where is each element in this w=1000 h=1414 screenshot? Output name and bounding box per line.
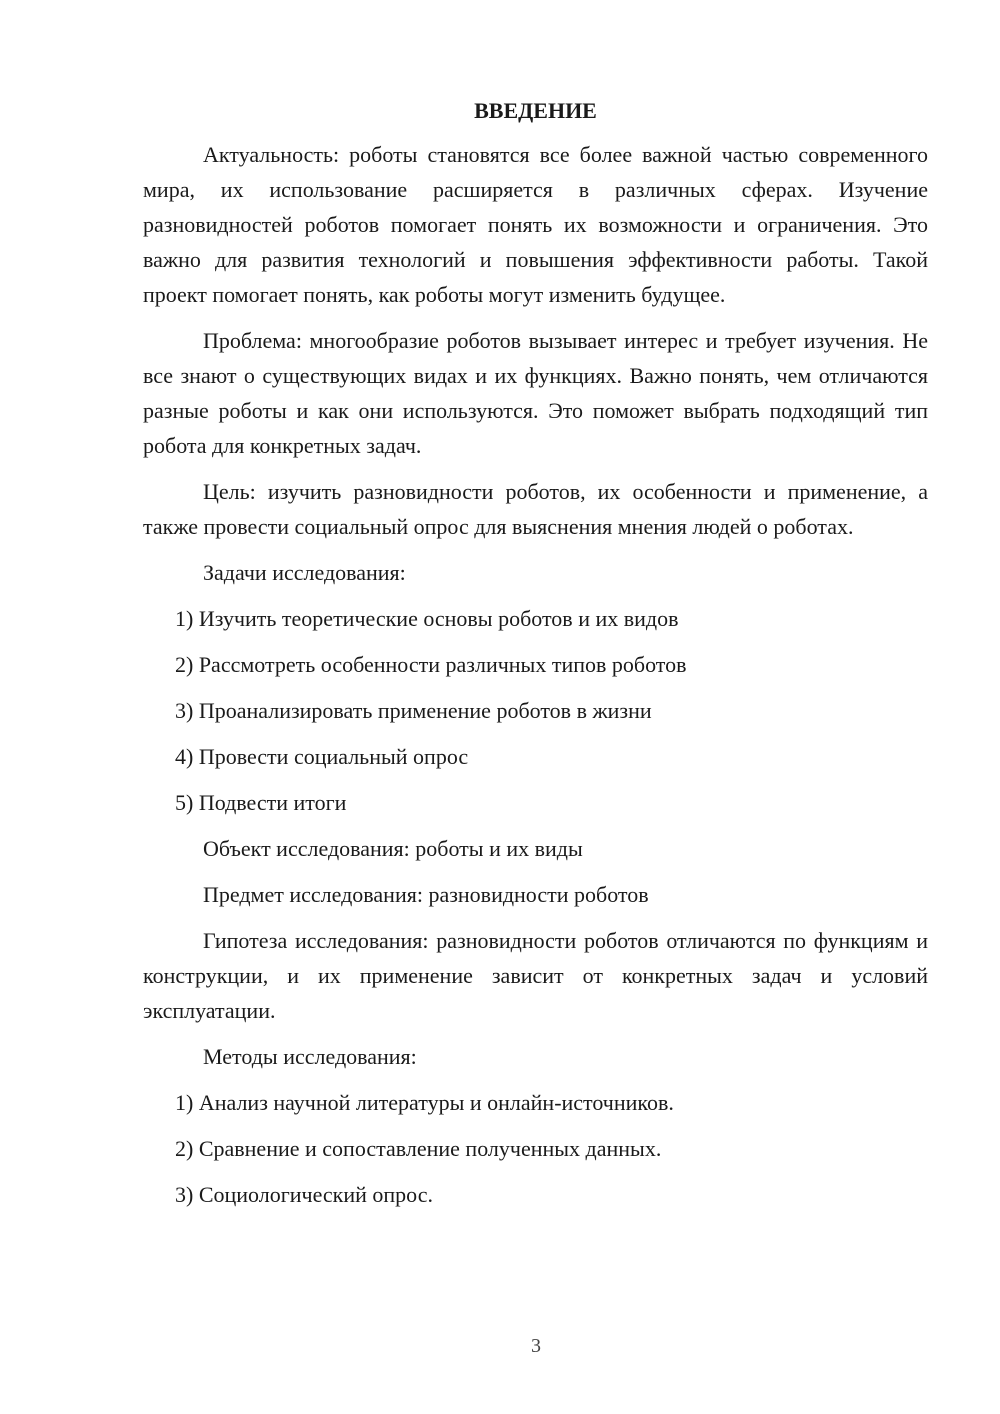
goal-paragraph: Цель: изучить разновидности роботов, их особенности и применение, а также провести социальный опрос для выяснения мнения людей о роботах. bbox=[143, 479, 928, 539]
tasks-title: Задачи исследования: bbox=[203, 560, 406, 585]
section-heading: ВВЕДЕНИЕ bbox=[474, 98, 597, 123]
methods-title: Методы исследования: bbox=[203, 1044, 417, 1069]
object-line: Объект исследования: роботы и их виды bbox=[203, 836, 583, 861]
list-item: 1) Анализ научной литературы и онлайн-источников. bbox=[175, 1090, 674, 1115]
tasks-list bbox=[143, 601, 928, 820]
hypothesis-paragraph: Гипотеза исследования: разновидности роботов отличаются по функциям и конструкции, и их применение зависит от конкретных задач и условий эксплуатации. bbox=[143, 928, 928, 1023]
list-item: 2) Сравнение и сопоставление полученных данных. bbox=[175, 1136, 662, 1161]
problem-paragraph: Проблема: многообразие роботов вызывает интерес и требует изучения. Не все знают о существующих видах и их функциях. Важно понять, чем отличаются разные роботы и как они используются. Это поможет выбрать подходящий тип робота для конкретных задач. bbox=[143, 328, 928, 458]
list-item: 4) Провести социальный опрос bbox=[175, 744, 469, 769]
list-item: 3) Проанализировать применение роботов в жизни bbox=[175, 698, 652, 723]
list-item: 5) Подвести итоги bbox=[175, 790, 347, 815]
list-item: 3) Социологический опрос. bbox=[175, 1182, 433, 1207]
methods-list bbox=[143, 1085, 928, 1212]
list-item: 2) Рассмотреть особенности различных типов роботов bbox=[175, 652, 687, 677]
page-number: 3 bbox=[531, 1335, 541, 1357]
list-item: 1) Изучить теоретические основы роботов и их видов bbox=[175, 606, 679, 631]
subject-line: Предмет исследования: разновидности роботов bbox=[203, 882, 649, 907]
document-body bbox=[143, 96, 928, 1223]
relevance-paragraph: Актуальность: роботы становятся все более важной частью современного мира, их использование расширяется в различных сферах. Изучение разновидностей роботов помогает понять их возможности и ограничения. Это важно для развития технологий и повышения эффективности работы. Такой проект помогает понять, как роботы могут изменить будущее. bbox=[143, 142, 928, 307]
